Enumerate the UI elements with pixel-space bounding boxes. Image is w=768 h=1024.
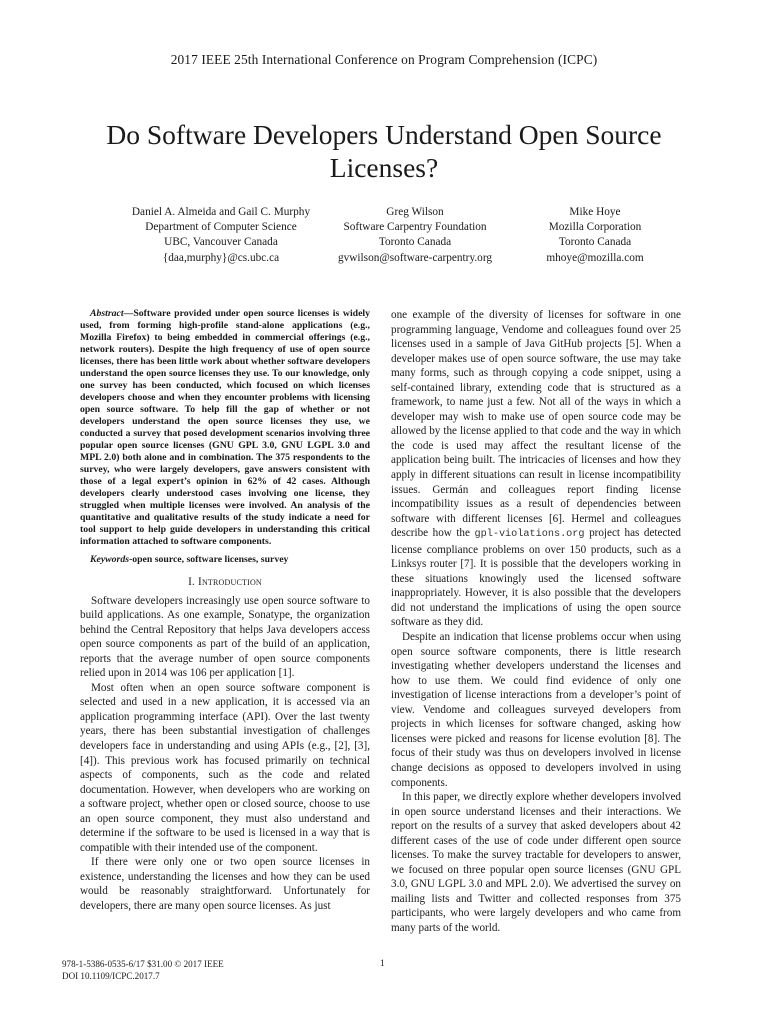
abstract (80, 308, 370, 548)
paragraph-text: project has detected license compliance problems on over 150 products, such as a Linksys router [7]. It is possible that the developers working in these situations knowingly used the licensed software inappropriately. However, it is also possible that the developers did not understand the implications of using the open source software as they did. (391, 527, 681, 629)
section-title: Introduction (198, 576, 262, 588)
footer-publication-info (62, 958, 224, 982)
section-numeral: I. (188, 576, 196, 588)
author-department: Department of Computer Science (145, 221, 297, 234)
author-block-2 (332, 205, 498, 266)
body-paragraph: Most often when an open source software component is selected and used in a new application, it is accessed via an application programming interface (API). Over the last twenty years, there has been substantial investigation of challenges developers face in understanding and using APIs (e.g., [2], [3], [4]). This previous work has focused primarily on technical aspects of components, such as the code and related documentation. However, when developers who are working on a software project, whether open or closed source, choose to use an open source component, they must also understand and determine if the software to be used is licensed in a way that is compatible with their intended use of the component. (80, 681, 370, 854)
right-column (391, 308, 681, 936)
author-names: Daniel A. Almeida and Gail C. Murphy (131, 206, 311, 218)
section-heading-introduction (80, 575, 370, 590)
author-email: mhoye@mozilla.com (546, 251, 644, 264)
page-number: 1 (380, 958, 385, 969)
abstract-label: Abstract (90, 308, 124, 319)
author-location: Toronto Canada (558, 236, 632, 249)
author-email: {daa,murphy}@cs.ubc.ca (162, 251, 280, 264)
author-block-1 (108, 205, 334, 266)
author-location: Toronto Canada (378, 236, 452, 249)
author-email: gvwilson@software-carpentry.org (337, 251, 493, 264)
paper-title: Do Software Developers Understand Open Source Licenses? (106, 119, 662, 183)
body-paragraph: Software developers increasingly use open source software to build applications. As one example, Sonatype, the organization behind the Central Repository that helps Java developers access open source components as part of the build of an application, reports that the average number of open source components relied upon in 2014 was 106 per application [1]. (80, 594, 370, 680)
author-names: Greg Wilson (386, 206, 444, 218)
body-paragraph: In this paper, we directly explore whether developers involved in open source understand licenses and their interactions. We report on the results of a survey that asked developers about 42 different cases of the use of code under different open source licenses. To make the survey tractable for developers to answer, we focused on three popular open source licenses (GNU GPL 3.0, GNU LGPL 3.0 and MPL 2.0). We advertised the survey on mailing lists and Twitter and collected responses from 375 participants, who were largely developers and who came from many parts of the world. (391, 791, 681, 934)
author-location: UBC, Vancouver Canada (164, 236, 278, 249)
author-department: Software Carpentry Foundation (343, 221, 487, 234)
conference-header: 2017 IEEE 25th International Conference on Program Comprehension (ICPC) (170, 52, 598, 67)
left-column (80, 308, 370, 914)
body-paragraph (391, 308, 681, 630)
abstract-text: —Software provided under open source licenses is widely used, from forming high-profile stand-alone applications (e.g., Mozilla Firefox) to being embedded in commercial offerings (e.g., network routers). Despite the high frequency of use of open source licenses, there has been little work about whether software developers understand the open source licenses they use. To our knowledge, only one survey has been conducted, which focused on which licenses developers choose and when they encounter problems with licensing open source software. To help fill the gap of whether or not developers understand the open source licenses they use, we conducted a survey that posed development scenarios involving three popular open source licenses (GNU GPL 3.0, GNU LGPL 3.0 and MPL 2.0) both alone and in combination. The 375 respondents to the survey, who were largely developers, gave answers consistent with those of a legal expert’s opinion in 62% of 42 cases. Although developers clearly understood cases involving one license, they struggled when multiple licenses were involved. An analysis of the quantitative and qualitative results of the study indicate a need for tool support to help guide developers in understanding this critical information attached to software components. (80, 308, 370, 547)
code-url: gpl-violations.org (474, 529, 585, 541)
paragraph-text: one example of the diversity of licenses for software in one programming language, Vendome and colleagues found over 25 licenses used in a sample of Java GitHub projects [5]. When a developer makes use of open source software, the use may take many forms, such as through copying a code snippet, using a self-contained library, extending code that is structured as a framework, to name just a few. Not all of the ways in which a developer may wish to make use of open source code may be allowed by the license applied to that code and the way in which the code is used may affect the resultant license of the application being built. The intricacies of licenses and how they apply in different situations can result in license incompatibility issues. Germán and colleagues report finding license incompatibility issues as a result of dependencies between software with different licenses [6]. Hermel and colleagues describe how the (391, 309, 681, 540)
body-paragraph: If there were only one or two open source licenses in existence, understanding the licenses and how they can be used would be reasonably straightforward. Unfortunately for developers, there are many open source licenses. As just (80, 856, 370, 913)
author-names: Mike Hoye (569, 206, 621, 218)
keywords (80, 554, 370, 566)
author-department: Mozilla Corporation (548, 221, 642, 234)
footer-isbn: 978-1-5386-0535-6/17 $31.00 © 2017 IEEE (62, 959, 224, 969)
author-block-3 (530, 205, 660, 266)
keywords-label: Keywords (90, 554, 129, 565)
footer-doi: DOI 10.1109/ICPC.2017.7 (62, 971, 160, 982)
body-paragraph: Despite an indication that license problems occur when using open source software components, there is little research investigating whether developers understand the licenses and how to use them. We could find evidence of only one investigation of license interactions from a developer’s point of view. Vendome and colleagues surveyed developers from projects in which licenses for software changed, asking how licenses were picked and reasons for license evolution [8]. The focus of their study was thus on developers involved in license change decisions as opposed to developers involved in using components. (391, 631, 681, 789)
keywords-text: -open source, software licenses, survey (129, 554, 289, 565)
